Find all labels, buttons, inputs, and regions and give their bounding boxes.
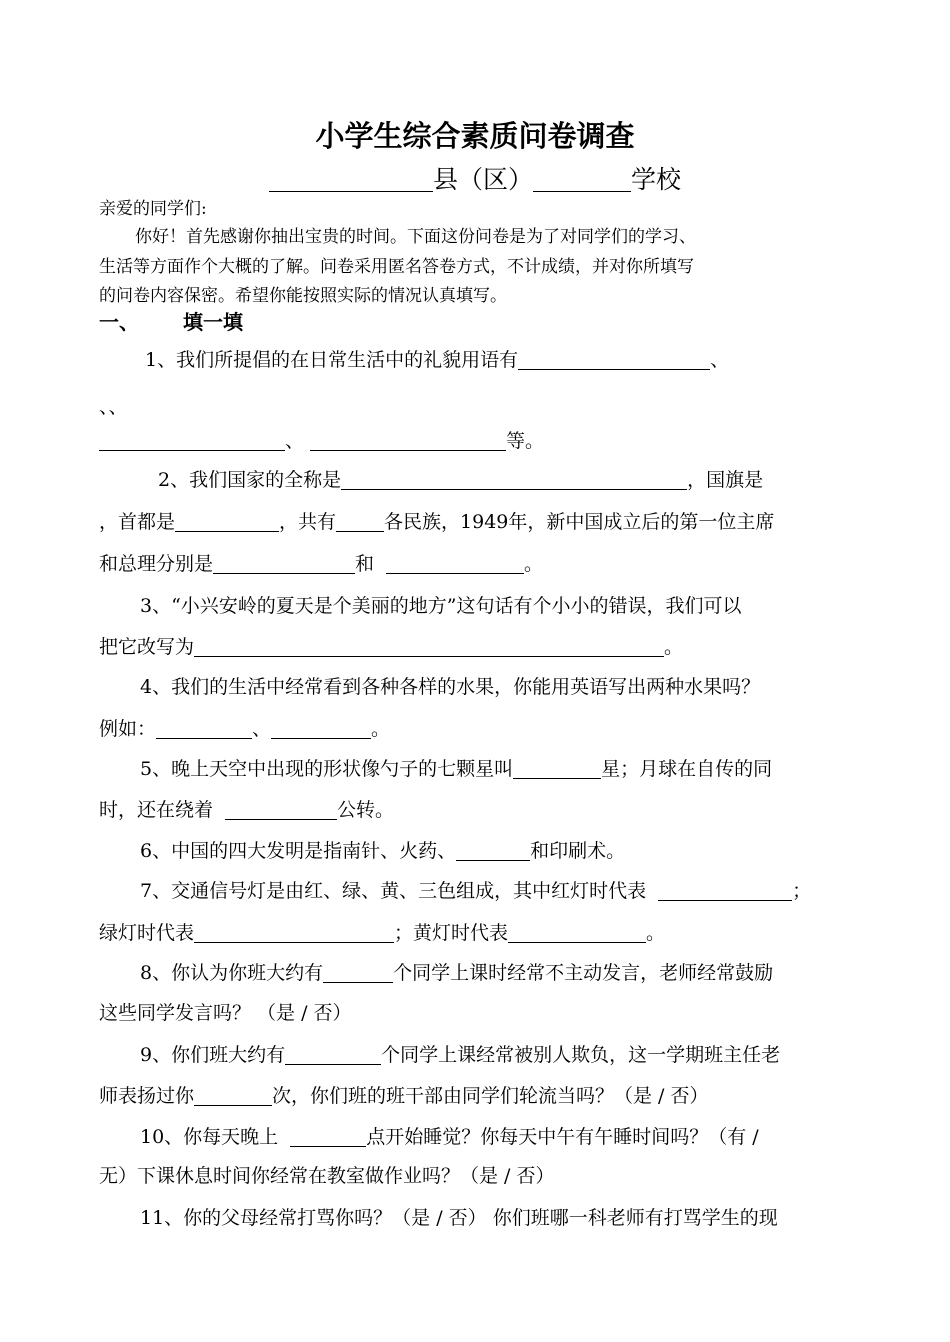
county-label: 县（区） [432, 165, 533, 194]
q1-blank-3[interactable] [310, 430, 506, 451]
school-header [0, 160, 950, 196]
q3-line-2: 把它改写为 。 [99, 636, 684, 658]
q7-blank-2[interactable] [194, 922, 394, 943]
q2-blank-4[interactable] [213, 553, 355, 574]
q1-line-3: 、 等。 [99, 428, 544, 454]
q3-blank[interactable] [194, 636, 664, 657]
q6-blank[interactable] [456, 840, 530, 861]
section-heading [99, 309, 243, 336]
greeting: 亲爱的同学们: [99, 199, 207, 219]
q7-blank-1[interactable] [658, 880, 792, 901]
q2-line-2: ，首都是 ，共有 各民族，1949年，新中国成立后的第一位主席 [99, 511, 775, 533]
page-title: 小学生综合素质问卷调查 [315, 119, 635, 153]
q2-blank-5[interactable] [386, 553, 524, 574]
q8-blank[interactable] [323, 962, 393, 983]
q6-line: 6、中国的四大发明是指南针、火药、 和印刷术。 [140, 840, 626, 862]
q2-blank-2[interactable] [175, 511, 279, 532]
q9-blank-1[interactable] [285, 1044, 381, 1065]
intro-line-2: 生活等方面作个大概的了解。问卷采用匿名答卷方式，不计成绩，并对你所填写 [99, 257, 694, 277]
q4-line-2: 例如： 、 。 [99, 718, 391, 740]
q9-line-2: 师表扬过你 次，你们班的班干部由同学们轮流当吗？（是 / 否） [99, 1085, 709, 1107]
county-blank[interactable] [269, 171, 433, 192]
q8-line-1: 8、你认为你班大约有 个同学上课时经常不主动发言，老师经常鼓励 [140, 962, 774, 984]
q2-line-1: 2、我们国家的全称是 ，国旗是 [158, 469, 764, 491]
intro-line-1: 你好！首先感谢你抽出宝贵的时间。下面这份问卷是为了对同学们的学习、 [135, 227, 696, 247]
section-number: 一、 [99, 310, 139, 334]
q5-blank-2[interactable] [225, 799, 337, 820]
q1-line-1: 1、我们所提倡的在日常生活中的礼貌用语有 、 [145, 349, 730, 371]
q1-blank-1[interactable] [518, 349, 710, 370]
intro-line-3: 的问卷内容保密。希望你能按照实际的情况认真填写。 [99, 286, 507, 306]
q11-line-1: 11、你的父母经常打骂你吗？（是 / 否） 你们班哪一科老师有打骂学生的现 [140, 1207, 778, 1229]
q9-line-1: 9、你们班大约有 个同学上课经常被别人欺负，这一学期班主任老 [140, 1044, 781, 1066]
section-title: 填一填 [183, 310, 243, 334]
q1-line-2: 、、 [99, 396, 128, 418]
q1-blank-2[interactable] [99, 430, 285, 451]
q10-blank[interactable] [290, 1126, 366, 1147]
school-blank[interactable] [533, 171, 631, 192]
q5-line-1: 5、晚上天空中出现的形状像勺子的七颗星叫 星；月球在自传的同 [140, 758, 773, 780]
q2-blank-3[interactable] [336, 511, 384, 532]
q5-blank-1[interactable] [513, 758, 601, 779]
q2-line-3: 和总理分别是 和 。 [99, 553, 544, 575]
q8-line-2: 这些同学发言吗？ （是 / 否） [99, 1002, 352, 1024]
q4-blank-1[interactable] [156, 718, 252, 739]
q9-blank-2[interactable] [194, 1085, 272, 1106]
q7-line-1: 7、交通信号灯是由红、绿、黄、三色组成，其中红灯时代表 ； [140, 880, 812, 902]
q2-blank-1[interactable] [341, 469, 687, 490]
q7-blank-3[interactable] [508, 922, 646, 943]
q10-line-1: 10、你每天晚上 点开始睡觉？你每天中午有午睡时间吗？（有 / [140, 1126, 759, 1148]
school-label: 学校 [631, 165, 682, 194]
q4-line-1: 4、我们的生活中经常看到各种各样的水果，你能用英语写出两种水果吗？ [140, 676, 761, 698]
q7-line-2: 绿灯时代表 ；黄灯时代表 。 [99, 922, 666, 944]
q10-line-2: 无）下课休息时间你经常在教室做作业吗？（是 / 否） [99, 1165, 555, 1187]
q3-line-1: 3、“小兴安岭的夏天是个美丽的地方”这句话有个小小的错误，我们可以 [140, 595, 742, 617]
q5-line-2: 时，还在绕着 公转。 [99, 799, 395, 821]
q4-blank-2[interactable] [271, 718, 371, 739]
